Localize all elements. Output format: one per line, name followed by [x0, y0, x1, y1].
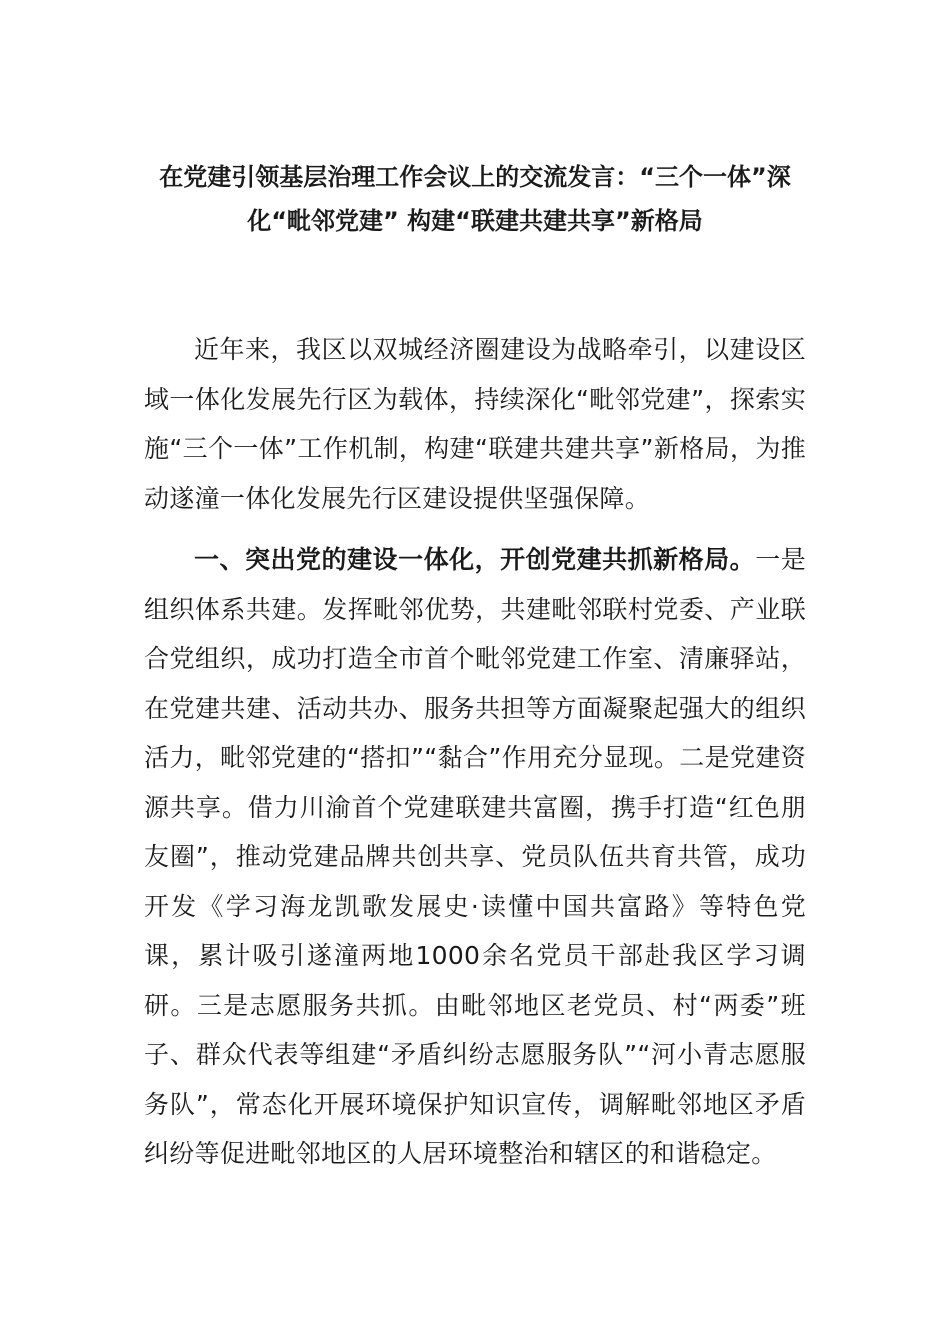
title-line-2: 化“毗邻党建” 构建“联建共建共享”新格局 — [247, 207, 703, 235]
paragraph-intro: 近年来，我区以双城经济圈建设为战略牵引，以建设区域一体化发展先行区为载体，持续深化“毗邻党建”，探索实施“三个一体”工作机制，构建“联建共建共享”新格局，为推动遂潼一体化发展先行区建设提供坚强保障。 — [144, 335, 806, 513]
section-1-heading: 一、突出党的建设一体化，开创党建共抓新格局。 — [194, 545, 756, 574]
paragraph-section-1 — [144, 535, 806, 1179]
section-1-body: 一是组织体系共建。发挥毗邻优势，共建毗邻联村党委、产业联合党组织，成功打造全市首个毗邻党建工作室、清廉驿站，在党建共建、活动共办、服务共担等方面凝聚起强大的组织活力，毗邻党建的“搭扣”“黏合”作用充分显现。二是党建资源共享。借力川渝首个党建联建共富圈，携手打造“红色朋友圈”，推动党建品牌共创共享、党员队伍共育共管，成功开发《学习海龙凯歌发展史·读懂中国共富路》等特色党课，累计吸引遂潼两地1000余名党员干部赴我区学习调研。三是志愿服务共抓。由毗邻地区老党员、村“两委”班子、群众代表等组建“矛盾纠纷志愿服务队”“河小青志愿服务队”，常态化开展环境保护知识宣传，调解毗邻地区矛盾纠纷等促进毗邻地区的人居环境整治和辖区的和谐稳定。 — [144, 545, 806, 1168]
document-title — [140, 155, 810, 243]
title-line-1: 在党建引领基层治理工作会议上的交流发言：“三个一体”深 — [159, 163, 791, 191]
